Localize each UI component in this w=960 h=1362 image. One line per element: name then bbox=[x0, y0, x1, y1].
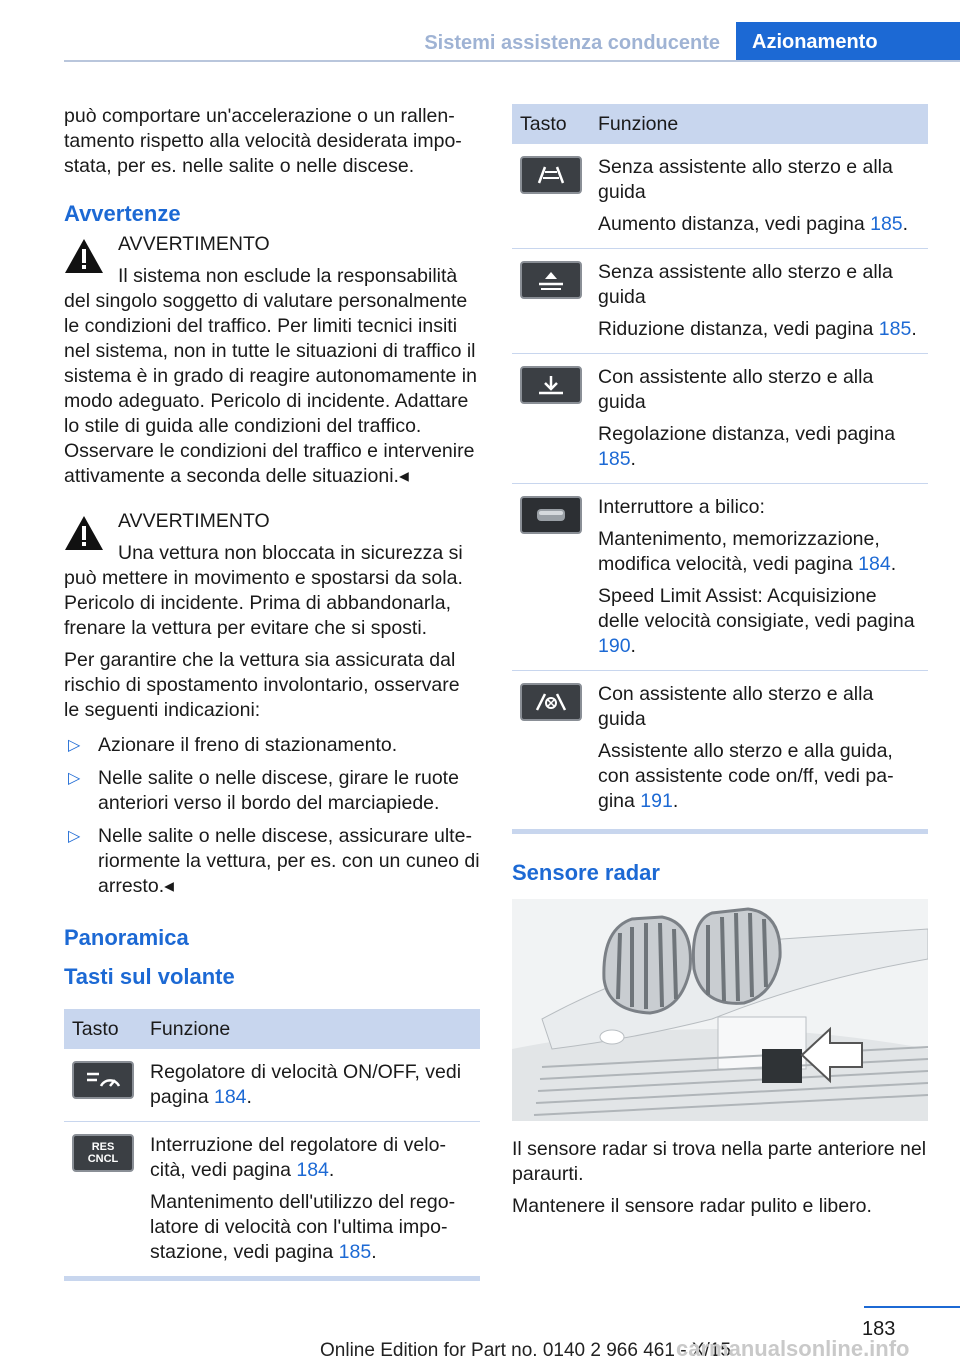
list-item: ▷ Nelle salite o nelle discese, girare le ruote anteriori verso il bordo del marciapiede. bbox=[68, 767, 459, 814]
table-row bbox=[512, 354, 928, 484]
page-link[interactable]: 191 bbox=[640, 790, 673, 812]
warning-triangle-icon bbox=[64, 238, 104, 274]
warning-body-1: Il sistema non esclude la responsabilità del singolo soggetto di valutare personalmente le condizioni del traffico. Per limiti tecnici insiti nel sistema, non in tutte le situazioni di traffico il sistema è in grado di reagire autonomamente in modo adeguato. Pericolo di incidente. Adattare lo stile di guida alle condizioni del traffico. Osservare le condizioni del traffico e intervenire attivamente a seconda delle situazioni.◂ bbox=[64, 265, 477, 487]
function-text: Interruzione del regolatore di velocità, vedi pagina 184. bbox=[150, 1134, 446, 1181]
heading-panoramica: Panoramica bbox=[64, 925, 189, 950]
function-text: Interruttore a bilico: bbox=[598, 496, 765, 518]
column-header-tasto: Tasto bbox=[512, 104, 590, 144]
function-text: Con assistente allo sterzo e alla guida bbox=[598, 366, 874, 413]
distance-increase-icon bbox=[520, 156, 582, 194]
table-row bbox=[512, 249, 928, 354]
list-item: ▷ Azionare il freno di stazionamento. bbox=[68, 734, 398, 756]
page-link[interactable]: 185 bbox=[870, 213, 903, 235]
function-text: Con assistente allo sterzo e alla guida bbox=[598, 683, 874, 730]
distance-adjust-icon bbox=[520, 366, 582, 404]
res-cncl-icon: RES CNCL bbox=[72, 1134, 134, 1172]
table-row bbox=[64, 1049, 480, 1122]
function-text: Regolazione distanza, vedi pagina 185. bbox=[598, 423, 896, 470]
online-edition-note: Online Edition for Part no. 0140 2 966 461 - X/15 bbox=[320, 1340, 731, 1361]
bullet-triangle-icon: ▷ bbox=[68, 828, 81, 845]
bullet-triangle-icon: ▷ bbox=[68, 770, 81, 787]
page-link[interactable]: 185 bbox=[878, 318, 912, 340]
footer-rule bbox=[864, 1306, 960, 1308]
steering-keys-table bbox=[64, 1009, 480, 1276]
warning-block-2 bbox=[64, 509, 480, 641]
page-number: 183 bbox=[862, 1318, 896, 1340]
steering-keys-table-continued bbox=[512, 104, 928, 825]
page-link[interactable]: 184 bbox=[296, 1159, 329, 1181]
table-row bbox=[512, 484, 928, 671]
rocker-switch-icon bbox=[520, 496, 582, 534]
page-link[interactable]: 185 bbox=[338, 1241, 372, 1263]
watermark-brand: carmanualsonline.info bbox=[676, 1336, 910, 1361]
page-link[interactable]: 190 bbox=[598, 635, 631, 657]
column-header-tasto: Tasto bbox=[64, 1009, 142, 1049]
bullet-triangle-icon: ▷ bbox=[68, 737, 81, 754]
function-text: Speed Limit Assist: Acquisizione delle velocità consigiate, vedi pagina 190. bbox=[598, 585, 915, 657]
function-text: Assistente allo sterzo e alla guida, con assistente code on/ff, vedi pagina 191. bbox=[598, 740, 894, 812]
table-end-rule bbox=[512, 829, 928, 834]
heading-tasti-volante: Tasti sul volante bbox=[64, 964, 235, 989]
function-text: Aumento distanza, vedi pagina 185. bbox=[598, 213, 909, 235]
page-link[interactable]: 184 bbox=[213, 1086, 247, 1108]
warning-title-2: AVVERTIMENTO bbox=[118, 510, 270, 532]
table-row bbox=[512, 671, 928, 826]
column-header-funzione: Funzione bbox=[590, 104, 928, 144]
left-column bbox=[64, 104, 480, 1281]
cruise-control-icon bbox=[72, 1061, 134, 1099]
function-text: Riduzione distanza, vedi pagina 185. bbox=[598, 318, 917, 340]
function-text: Mantenimento, memorizzazione, modifica velocità, vedi pagina 184. bbox=[598, 528, 897, 575]
intro-paragraph: può comportare un'accelerazione o un rallentamento rispetto alla velocità desiderata impostata, per es. nelle salite o nelle discese. bbox=[64, 105, 462, 177]
page-link[interactable]: 185 bbox=[598, 448, 631, 470]
securing-paragraph: Per garantire che la vettura sia assicurata dal rischio di spostamento involontario, osservare le seguenti indicazioni: bbox=[64, 649, 460, 721]
warning-title-1: AVVERTIMENTO bbox=[118, 233, 270, 255]
table-row bbox=[64, 1122, 480, 1277]
steering-assist-icon bbox=[520, 683, 582, 721]
page-header bbox=[64, 22, 960, 62]
section-title: Sistemi assistenza conducente bbox=[424, 32, 720, 54]
chapter-tab: Azionamento bbox=[736, 22, 960, 62]
function-text: Senza assistente allo sterzo e alla guida bbox=[598, 156, 893, 203]
heading-avvertenze: Avvertenze bbox=[64, 201, 181, 226]
function-text: Mantenimento dell'utilizzo del regolatore di velocità con l'ultima impostazione, vedi pagina 185. bbox=[150, 1191, 456, 1263]
heading-sensore-radar: Sensore radar bbox=[512, 860, 660, 885]
function-text: Regolatore di velocità ON/OFF, vedi pagina 184. bbox=[150, 1061, 462, 1108]
column-header-funzione: Funzione bbox=[142, 1009, 480, 1049]
warning-triangle-icon bbox=[64, 515, 104, 551]
radar-paragraph-2: Mantenere il sensore radar pulito e libero. bbox=[512, 1195, 872, 1217]
table-row bbox=[512, 144, 928, 249]
warning-block-1 bbox=[64, 232, 480, 489]
right-column bbox=[512, 104, 928, 1226]
page-link[interactable]: 184 bbox=[858, 553, 891, 575]
list-item: ▷ Nelle salite o nelle discese, assicurare ulteriormente la vettura, per es. con un cuneo di arresto.◂ bbox=[68, 825, 480, 897]
function-text: Senza assistente allo sterzo e alla guida bbox=[598, 261, 893, 308]
car-front-illustration bbox=[512, 899, 928, 1121]
radar-sensor-image bbox=[512, 899, 928, 1121]
table-end-rule bbox=[64, 1276, 480, 1281]
distance-decrease-icon bbox=[520, 261, 582, 299]
radar-paragraph-1: Il sensore radar si trova nella parte anteriore nel paraurti. bbox=[512, 1138, 927, 1185]
header-rule bbox=[64, 60, 960, 62]
bullet-list bbox=[64, 733, 480, 899]
warning-body-2: Una vettura non bloccata in sicurezza si può mettere in movimento e spostarsi da sola. Pericolo di incidente. Prima di abbandonarla, frenare la vettura per evitare che si sposti. bbox=[64, 542, 463, 639]
